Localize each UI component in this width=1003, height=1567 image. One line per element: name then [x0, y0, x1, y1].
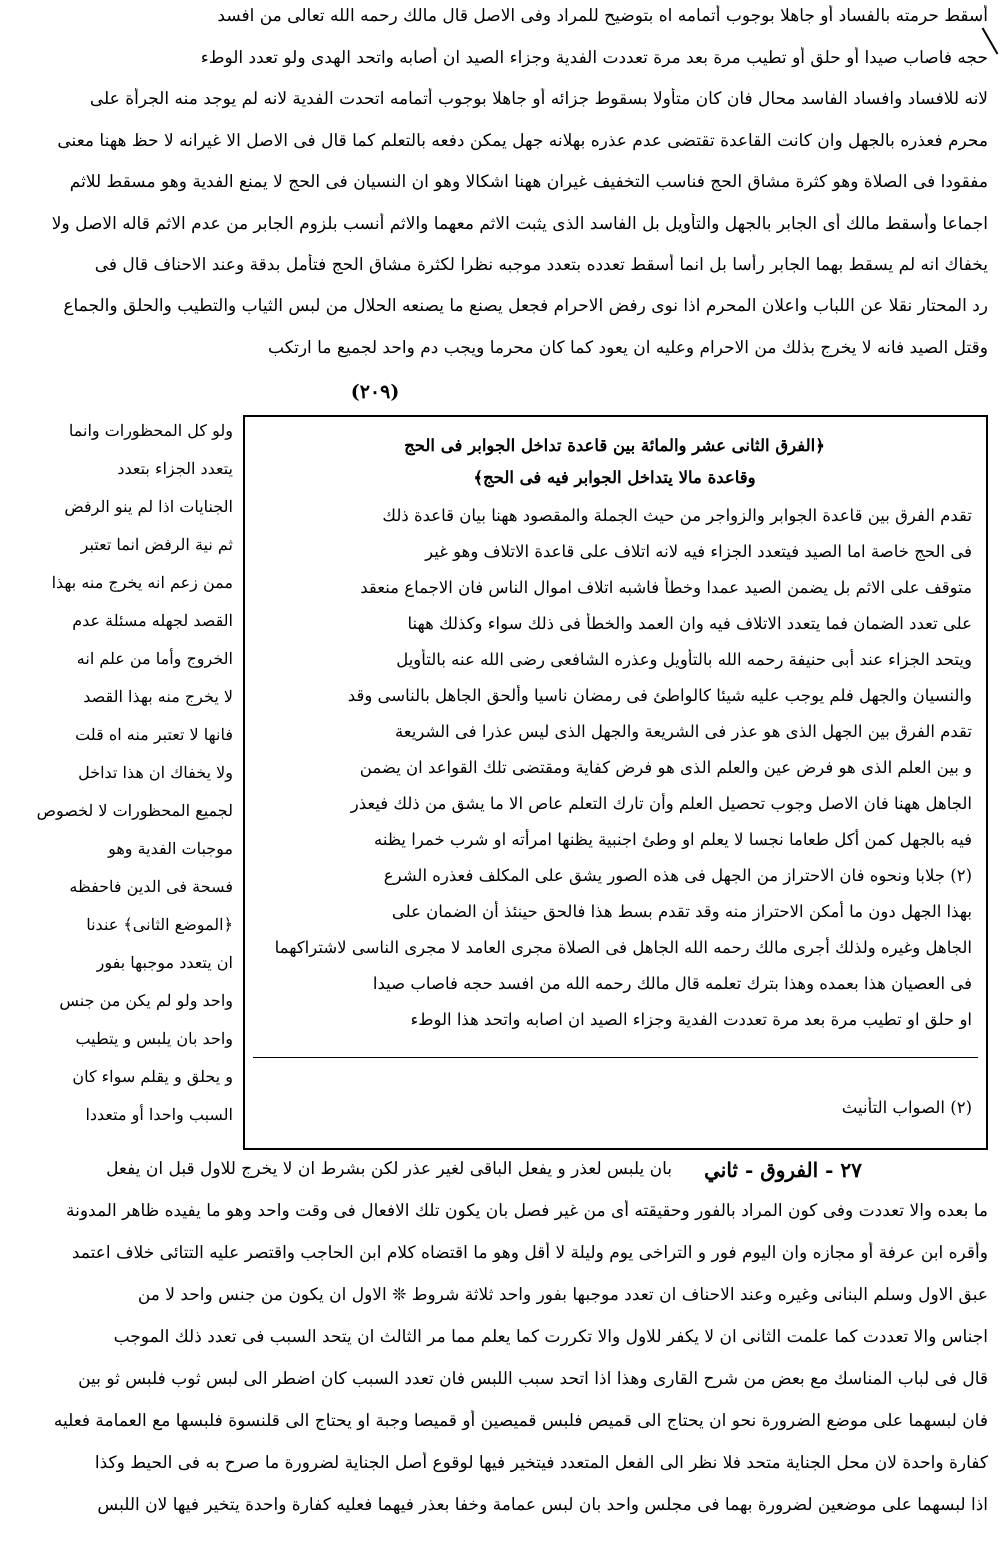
text-line: على تعدد الضمان فما يتعدد الاتلاف فيه وان العمد والخطأ فى ذلك سواء وكذلك ههنا	[407, 614, 972, 633]
text-line: الجنايات اذا لم ينو الرفض	[64, 497, 233, 516]
text-line: الجاهل ههنا فان الاصل وجوب تحصيل العلم وأن تارك التعلم عاص الا ما يشق من ذلك فيعذر	[350, 794, 972, 813]
page-number: (٢٠٩)	[350, 381, 400, 403]
text-line: ولو كل المحظورات وانما	[68, 421, 233, 440]
text-line: اجماعا وأسقط مالك أى الجابر بالجهل والتأويل بل الفاسد الذى يثبت الاثم معهما والاثم أنسب بلزوم الجابر من عدم الاثم قاله الاصل ولا	[51, 214, 988, 234]
running-header: ٢٧ - الفروق - ثاني	[704, 1158, 862, 1182]
text-line: كفارة واحدة لان محل الجناية متحد فلا نظر الى الفعل المتعدد فيتخير فيها لوقوع أصل الجناية لضرورة ما صرح به فى الحيط وكذا	[94, 1453, 988, 1473]
text-line: وقتل الصيد فانه لا يخرج بذلك من الاحرام وعليه ان يعود كما كان محرما ويجب دم واحد لجميع ما ارتكب	[268, 338, 988, 358]
text-line: ثم نية الرفض انما تعتبر	[80, 535, 233, 554]
text-line: ما بعده والا تعددت وفى كون المراد بالفور وحقيقته أى من غير فصل بان يكون تلك الافعال فى وقت واحد وهو ما يفيده ظاهر المدونة	[66, 1201, 988, 1221]
footnote: (٢) الصواب التأنيث	[841, 1098, 972, 1117]
text-line: الخروج وأما من علم انه	[76, 649, 233, 668]
text-line: فان لبسهما على موضع الضرورة نحو ان يحتاج الى قميص فلبس قميصين أو قميصا وجبة او يحتاج الى قلنسوة فلبسها مع العمامة فعليه	[53, 1411, 988, 1431]
text-line: وأقره ابن عرفة أو مجازه وان اليوم فور و التراخى يوم وليلة لا أقل وهو ما اقتضاه كلام ابن الحاجب واقتصر عليه التتائى خلاف اعتمد	[71, 1243, 988, 1263]
text-line: ولا يخفاك ان هذا تداخل	[78, 763, 233, 782]
text-line: لا يخرج منه بهذا القصد	[83, 687, 233, 706]
footnote-separator	[253, 1057, 978, 1058]
text-line: القصد لجهله مسئلة عدم	[72, 611, 233, 630]
text-line: تقدم الفرق بين الجهل الذى هو عذر فى الشريعة والجهل الذى ليس عذرا فى الشريعة	[394, 722, 972, 741]
text-line: مفقودا فى الصلاة وهو كثرة مشاق الحج فناسب التخفيف غيران ههنا اشكالا وهو ان النسيان فى الحج لا يمنع الفدية وهو مسقط للاثم	[69, 172, 988, 192]
text-line: حجه فاصاب صيدا أو حلق أو تطيب مرة بعد مرة تعددت الفدية وجزاء الصيد ان أصابه واتحد الهدى ولو تعدد الوطء	[200, 48, 988, 68]
text-line: عبق الاول وسلم البنانى وغيره وعند الاحناف ان تعدد موجبها بفور واحد ثلاثة شروط ❊ الاول ان يكون من جنس واحد لا من	[137, 1285, 988, 1305]
main-text-box	[243, 415, 988, 1150]
text-line: بهذا الجهل دون ما أمكن الاحتراز منه وقد تقدم بسط هذا فالحق حينئذ أن الضمان على	[391, 902, 972, 921]
text-line: متوقف على الاثم بل يضمن الصيد عمدا وخطأ فاشبه اتلاف اموال الناس فان الاجماع منعقد	[360, 578, 972, 597]
text-line: والنسيان والجهل فلم يوجب عليه شيئا كالواطئ فى رمضان ناسيا وألحق الجاهل بالناسى وقد	[347, 686, 972, 705]
text-line: و بين العلم الذى هو فرض عين والعلم الذى هو فرض كفاية ومقتضى تلك القواعد ان يضمن	[359, 758, 972, 777]
text-line: و يحلق و يقلم سواء كان	[72, 1067, 233, 1086]
text-line: ﴿الموضع الثانى﴾ عندنا	[86, 915, 233, 934]
text-line: فسحة فى الدين فاحفظه	[69, 877, 233, 896]
text-line: (٢) جلابا ونحوه فان الاحتراز من الجهل فى هذه الصور يشق على المكلف فعذره الشرع	[383, 866, 972, 885]
text-line: فى العصيان هذا بعمده وهذا بترك تعلمه قال مالك رحمه الله من افسد حجه فاصاب صيدا	[372, 974, 972, 993]
text-line: قال فى لباب المناسك مع بعض من شرح القارى وهذا اذا اتحد سبب اللبس فان تعدد السبب كان اضطر الى لبس ثوب فلبس ثو بين	[78, 1369, 988, 1389]
text-line: فانها لا تعتبر منه اه قلت	[75, 725, 233, 744]
section-heading: وقاعدة مالا يتداخل الجوابر فيه فى الحج﴾	[473, 468, 756, 487]
text-line: السبب واحدا أو متعددا	[85, 1105, 233, 1124]
text-line: اجناس والا تعددت كما علمت الثانى ان لا يكفر للاول والا تكررت كما يعلم مما مر الثالث ان يتحد السبب فى تعدد ذلك الموجب	[113, 1327, 988, 1347]
text-line: رد المحتار نقلا عن اللباب واعلان المحرم اذا نوى رفض الاحرام فجعل يصنع ما يصنعه الحلال من لبس الثياب والتطيب والحلق والجماع	[63, 296, 988, 316]
text-line: يخفاك انه لم يسقط بهما الجابر رأسا بل انما أسقط تعدده بتعدد موجبه نظرا لكثرة مشاق الحج فتأمل بدقة وعند الاحناف قال فى	[94, 255, 988, 275]
text-line: بان يلبس لعذر و يفعل الباقى لغير عذر لكن بشرط ان لا يخرج للاول قبل ان يفعل	[106, 1159, 672, 1179]
text-line: لانه للافساد وافساد الفاسد محال فان كان متأولا بسقوط جزائه أو جاهلا بوجوب أتمامه اتحدت الفدية لانه لم يوجد منه الجرأة على	[89, 89, 988, 109]
text-line: الجاهل وغيره ولذلك أجرى مالك رحمه الله الجاهل فى الصلاة مجرى العامد لا مجرى الناسى لاشتراكهما	[274, 938, 972, 957]
text-line: او حلق او تطيب مرة بعد مرة تعددت الفدية وجزاء الصيد ان اصابه واتحد هذا الوطء	[410, 1010, 972, 1029]
text-line: ويتحد الجزاء عند أبى حنيفة رحمه الله بالتأويل وعذره الشافعى رضى الله عنه بالتأويل	[396, 650, 972, 669]
text-line: يتعدد الجزاء بتعدد	[117, 459, 233, 478]
text-line: لجميع المحظورات لا لخصوص	[36, 801, 233, 820]
text-line: تقدم الفرق بين قاعدة الجوابر والزواجر من حيث الجملة والمقصود ههنا بيان قاعدة ذلك	[382, 506, 972, 525]
text-line: واحد بان يلبس و يتطيب	[75, 1029, 233, 1048]
text-line: واحد ولو لم يكن من جنس	[59, 991, 233, 1010]
section-heading: ﴿الفرق الثانى عشر والمائة بين قاعدة تداخل الجوابر فى الحج	[404, 436, 825, 455]
text-line: محرم فعذره بالجهل وان كانت القاعدة تقتضى عدم عذره بهلانه جهل يمكن دفعه بالتعلم كما قال فى الاصل الا غيرانه لا حظ ههنا معنى	[57, 131, 988, 151]
text-line: فى الحج خاصة اما الصيد فيتعدد الجزاء فيه لانه اتلاف على قاعدة الاتلاف وهو غير	[425, 542, 972, 561]
text-line: اذا لبسهما على موضعين لضرورة بهما فى مجلس واحد بان لبس عمامة وخفا بعذر فيهما فعليه كفارة واحدة يتخير فيها لان اللبس	[97, 1495, 988, 1515]
text-line: فيه بالجهل كمن أكل طعاما نجسا لا يعلم او وطئ اجنبية يظنها امرأته او شرب خمرا يظنه	[374, 830, 972, 849]
text-line: أسقط حرمته بالفساد أو جاهلا بوجوب أتمامه اه بتوضيح للمراد وفى الاصل قال مالك رحمه الله تعالى من افسد	[217, 6, 988, 26]
text-line: ان يتعدد موجبها بفور	[96, 953, 233, 972]
text-line: ممن زعم انه يخرج منه بهذا	[51, 573, 233, 592]
text-line: موجبات الفدية وهو	[108, 839, 233, 858]
